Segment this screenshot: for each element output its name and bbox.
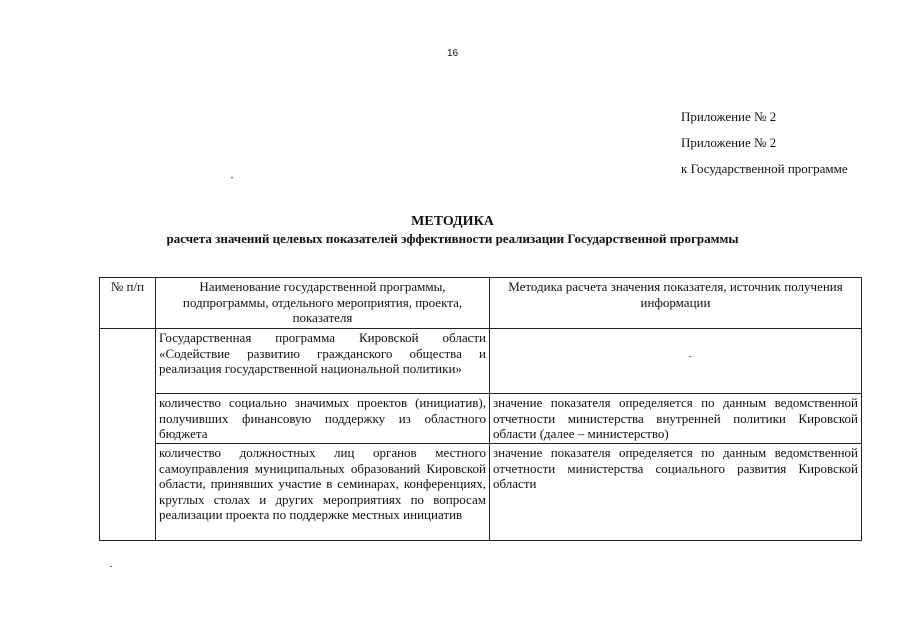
page-number: 16 xyxy=(446,48,459,59)
row-method-cell: значение показателя определяется по данным ведомственной отчетности министерства социального развития Кировской области xyxy=(490,444,862,541)
row-name-cell: количество должностных лиц органов местного самоуправления муниципальных образований Кировской области, принявших участие в семинарах, конференциях, круглых столах и других мероприятиях по вопросам реализации проекта по поддержке местных инициатив xyxy=(156,444,490,541)
row-name-cell: количество социально значимых проектов (инициатив), получивших финансовую поддержку из областного бюджета xyxy=(156,394,490,444)
scan-speck xyxy=(689,356,691,357)
appendix-line-2: Приложение № 2 xyxy=(681,135,777,150)
document-subtitle: расчета значений целевых показателей эффективности реализации Государственной программы xyxy=(166,231,739,246)
appendix-line-3: к Государственной программе xyxy=(681,161,848,176)
table-row xyxy=(100,394,862,444)
scan-speck xyxy=(231,177,233,178)
methodology-table xyxy=(99,277,862,541)
row-num-cell xyxy=(100,329,156,541)
row-method-cell: значение показателя определяется по данным ведомственной отчетности министерства внутренней политики Кировской области (далее – министерство) xyxy=(490,394,862,444)
header-name: Наименование государственной программы, подпрограммы, отдельного мероприятия, проекта, показателя xyxy=(156,278,490,329)
table-row xyxy=(100,444,862,541)
appendix-block xyxy=(681,104,848,182)
table-header-row xyxy=(100,278,862,329)
scan-speck xyxy=(110,566,112,567)
table-row xyxy=(100,329,862,394)
header-num: № п/п xyxy=(100,278,156,329)
row-name-cell: Государственная программа Кировской области «Содействие развитию гражданского общества и реализация государственной национальной политики» xyxy=(156,329,490,394)
document-title: МЕТОДИКА xyxy=(411,214,494,229)
appendix-line-1: Приложение № 2 xyxy=(681,109,777,124)
row-method-cell xyxy=(490,329,862,394)
header-method: Методика расчета значения показателя, источник получения информации xyxy=(490,278,862,329)
